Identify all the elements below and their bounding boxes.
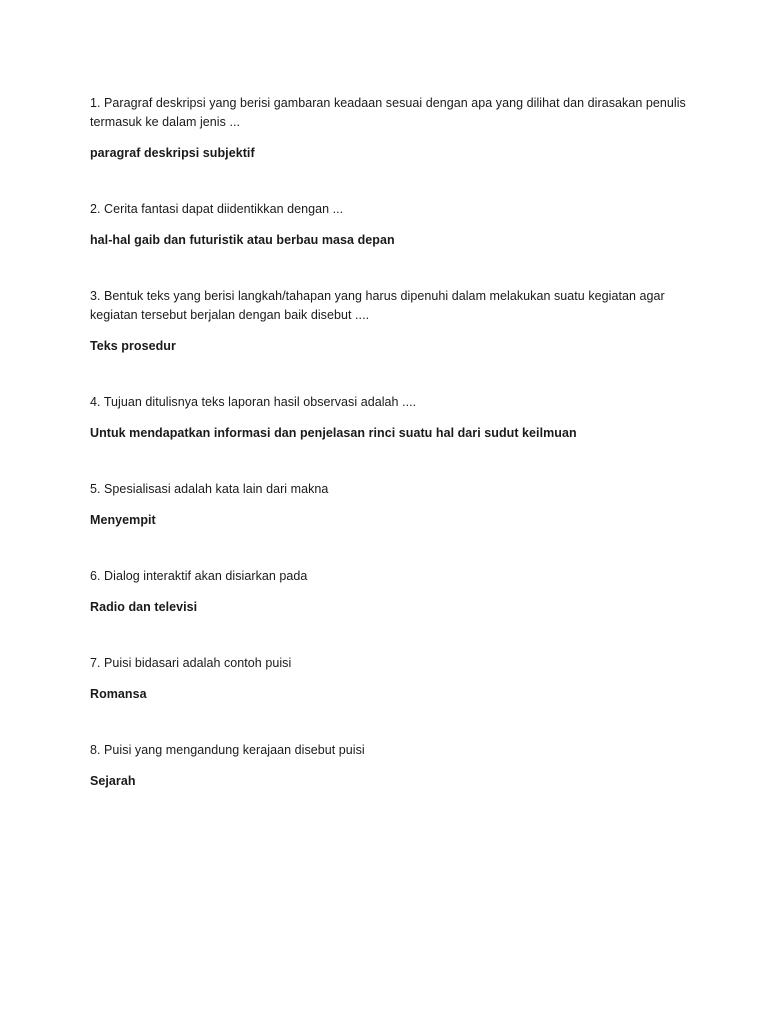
qa-item-5	[90, 480, 690, 530]
qa-item-8	[90, 741, 690, 791]
answer-text: Teks prosedur	[90, 339, 176, 353]
question-text: 2. Cerita fantasi dapat diidentikkan dengan ...	[90, 202, 344, 216]
qa-item-7	[90, 654, 690, 704]
question-text: 8. Puisi yang mengandung kerajaan disebut puisi	[90, 743, 365, 757]
question-text: 6. Dialog interaktif akan disiarkan pada	[90, 569, 308, 583]
qa-item-3	[90, 287, 690, 356]
qa-item-1	[90, 94, 690, 163]
question-text: 7. Puisi bidasari adalah contoh puisi	[90, 656, 292, 670]
qa-item-4	[90, 393, 690, 443]
question-text: 5. Spesialisasi adalah kata lain dari makna	[90, 482, 329, 496]
question-text: 1. Paragraf deskripsi yang berisi gambaran keadaan sesuai dengan apa yang dilihat dan dirasakan penulis termasuk ke dalam jenis ...	[90, 96, 686, 129]
qa-item-6	[90, 567, 690, 617]
question-text: 4. Tujuan ditulisnya teks laporan hasil observasi adalah ....	[90, 395, 417, 409]
qa-item-2	[90, 200, 690, 250]
answer-text: Untuk mendapatkan informasi dan penjelasan rinci suatu hal dari sudut keilmuan	[90, 426, 577, 440]
answer-text: hal-hal gaib dan futuristik atau berbau masa depan	[90, 233, 395, 247]
answer-text: Romansa	[90, 687, 147, 701]
answer-text: Radio dan televisi	[90, 600, 198, 614]
answer-text: Sejarah	[90, 774, 136, 788]
answer-text: paragraf deskripsi subjektif	[90, 146, 255, 160]
question-answer-list	[90, 94, 690, 828]
question-text: 3. Bentuk teks yang berisi langkah/tahapan yang harus dipenuhi dalam melakukan suatu kegiatan agar kegiatan tersebut berjalan dengan baik disebut ....	[90, 289, 665, 322]
answer-text: Menyempit	[90, 513, 156, 527]
